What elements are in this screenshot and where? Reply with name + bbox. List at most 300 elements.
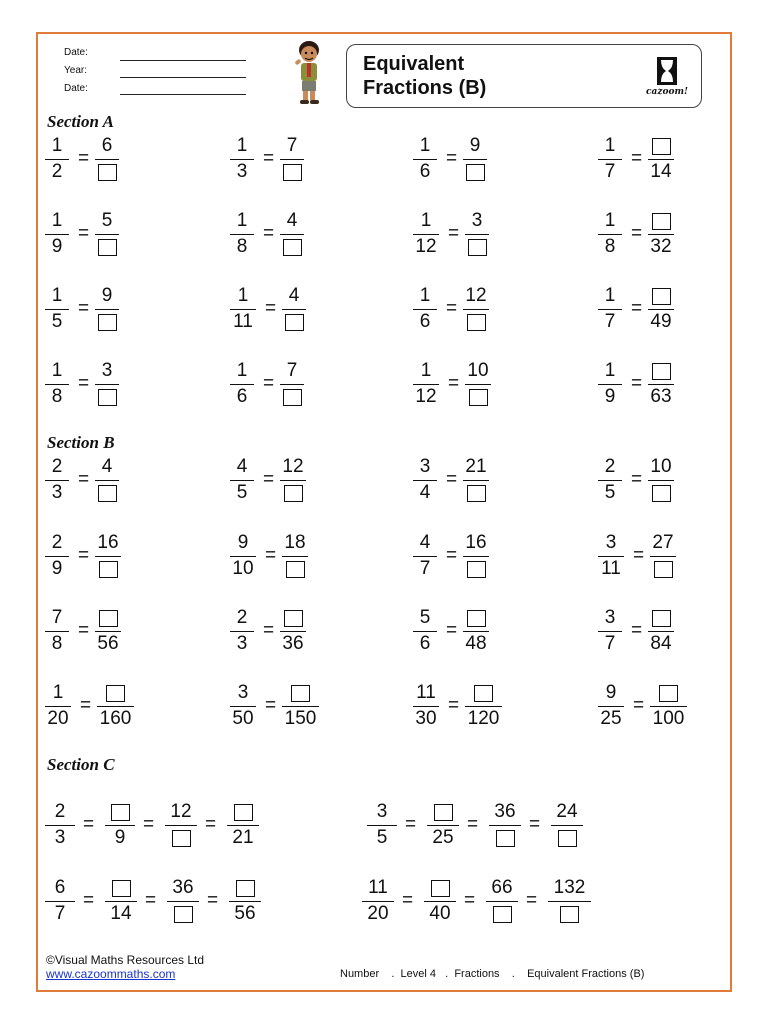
denominator: 36: [282, 633, 304, 654]
numerator: 132: [553, 877, 586, 898]
denominator: 14: [110, 903, 132, 924]
equals-sign: =: [83, 890, 95, 911]
given-fraction: [230, 607, 254, 671]
equivalent-fraction: [465, 682, 502, 746]
blank-answer-box[interactable]: [112, 880, 131, 897]
equals-sign: =: [446, 545, 458, 566]
given-fraction: [45, 607, 69, 671]
fraction-bar: [413, 159, 437, 160]
blank-answer-box[interactable]: [234, 804, 253, 821]
equals-sign: =: [145, 890, 157, 911]
equivalent-fraction: [648, 285, 674, 349]
blank-answer-box[interactable]: [98, 389, 117, 406]
numerator: 2: [51, 456, 63, 477]
numerator: 3: [237, 682, 249, 703]
denominator: 12: [415, 386, 437, 407]
blank-answer-box[interactable]: [652, 138, 671, 155]
fraction-bar: [280, 480, 306, 481]
numerator: 24: [556, 801, 578, 822]
section-b-title: Section B: [47, 433, 115, 452]
equals-sign: =: [78, 469, 90, 490]
blank-answer-box[interactable]: [106, 685, 125, 702]
fraction-bar: [413, 706, 439, 707]
denominator: 3: [51, 482, 63, 503]
equals-sign: =: [448, 695, 460, 716]
equals-sign: =: [80, 695, 92, 716]
fraction-bar: [413, 556, 437, 557]
denominator: 7: [604, 633, 616, 654]
given-fraction: [598, 607, 622, 671]
given-fraction: [45, 456, 69, 520]
denominator: 48: [465, 633, 487, 654]
blank-answer-box[interactable]: [467, 561, 486, 578]
section-c-title: Section C: [47, 755, 115, 774]
fraction-bar: [463, 309, 489, 310]
answer-box-denominator[interactable]: [165, 827, 197, 849]
fraction-bar: [648, 631, 674, 632]
fraction-bar: [45, 384, 69, 385]
numerator: 11: [416, 682, 436, 703]
given-fraction: [598, 682, 624, 746]
answer-box-numerator[interactable]: [282, 682, 319, 704]
blank-answer-box[interactable]: [558, 830, 577, 847]
blank-answer-box[interactable]: [467, 485, 486, 502]
numerator: 2: [236, 607, 248, 628]
answer-box-numerator[interactable]: [465, 682, 502, 704]
numerator: 1: [236, 135, 248, 156]
answer-box-denominator[interactable]: [489, 827, 521, 849]
blank-answer-box[interactable]: [654, 561, 673, 578]
answer-box-numerator[interactable]: [427, 801, 459, 823]
numerator: 7: [286, 135, 298, 156]
denominator: 5: [236, 482, 248, 503]
fraction-bar: [598, 159, 622, 160]
blank-answer-box[interactable]: [283, 164, 302, 181]
given-fraction: [45, 210, 69, 274]
fraction-bar: [95, 159, 119, 160]
fraction-bar: [45, 631, 69, 632]
answer-box-denominator[interactable]: [463, 482, 489, 504]
numerator: 5: [101, 210, 113, 231]
answer-box-denominator[interactable]: [280, 386, 304, 408]
logo-text: cazoom!: [646, 87, 688, 97]
given-fraction: [45, 135, 69, 199]
blank-answer-box[interactable]: [284, 610, 303, 627]
website-link[interactable]: www.cazoommaths.com: [46, 967, 176, 981]
fraction-bar: [650, 556, 676, 557]
equivalent-fraction: [280, 360, 304, 424]
blank-answer-box[interactable]: [434, 804, 453, 821]
equivalent-fraction: [648, 135, 674, 199]
fraction-bar: [280, 159, 304, 160]
equals-sign: =: [631, 469, 643, 490]
fraction-bar: [362, 901, 394, 902]
denominator: 11: [601, 558, 621, 579]
answer-box-numerator[interactable]: [648, 607, 674, 629]
numerator: 6: [54, 877, 66, 898]
blank-answer-box[interactable]: [652, 288, 671, 305]
numerator: 9: [469, 135, 481, 156]
answer-box-numerator[interactable]: [227, 801, 259, 823]
blank-answer-box[interactable]: [493, 906, 512, 923]
given-fraction: [45, 682, 71, 746]
answer-box-denominator[interactable]: [95, 311, 119, 333]
fraction-bar: [648, 234, 674, 235]
fraction-bar: [230, 556, 256, 557]
blank-answer-box[interactable]: [111, 804, 130, 821]
denominator: 21: [232, 827, 254, 848]
equals-sign: =: [265, 298, 277, 319]
answer-box-denominator[interactable]: [463, 558, 489, 580]
numerator: 4: [288, 285, 300, 306]
equals-sign: =: [402, 890, 414, 911]
numerator: 12: [465, 285, 487, 306]
equals-sign: =: [448, 223, 460, 244]
denominator: 120: [467, 708, 500, 729]
blank-answer-box[interactable]: [659, 685, 678, 702]
fraction-bar: [413, 309, 437, 310]
numerator: 36: [494, 801, 516, 822]
date-label: Date:: [64, 47, 88, 58]
equivalent-fraction: [282, 682, 319, 746]
numerator: 1: [419, 285, 431, 306]
equals-sign: =: [263, 223, 275, 244]
equivalent-fraction: [282, 532, 308, 596]
answer-box-numerator[interactable]: [648, 135, 674, 157]
fraction-bar: [648, 309, 674, 310]
answer-box-denominator[interactable]: [95, 161, 119, 183]
numerator: 3: [376, 801, 388, 822]
blank-answer-box[interactable]: [174, 906, 193, 923]
fraction-bar: [465, 706, 502, 707]
equivalent-fraction: [95, 285, 119, 349]
denominator: 10: [232, 558, 254, 579]
numerator: 4: [101, 456, 113, 477]
fraction-bar: [598, 234, 622, 235]
fraction-bar: [413, 384, 439, 385]
denominator: 49: [650, 311, 672, 332]
fraction-bar: [105, 901, 137, 902]
denominator: 3: [54, 827, 66, 848]
answer-box-numerator[interactable]: [105, 801, 135, 823]
numerator: 10: [650, 456, 672, 477]
equivalent-fraction: [280, 456, 306, 520]
fraction-bar: [648, 480, 674, 481]
answer-box-denominator[interactable]: [280, 161, 304, 183]
given-fraction: [230, 456, 254, 520]
denominator: 20: [367, 903, 389, 924]
fraction-bar: [229, 901, 261, 902]
blank-answer-box[interactable]: [98, 314, 117, 331]
denominator: 7: [54, 903, 66, 924]
numerator: 1: [52, 682, 64, 703]
fraction-bar: [282, 309, 306, 310]
equals-sign: =: [263, 469, 275, 490]
denominator: 6: [236, 386, 248, 407]
answer-box-numerator[interactable]: [648, 360, 674, 382]
equals-sign: =: [265, 695, 277, 716]
year-label: Year:: [64, 65, 87, 76]
denominator: 63: [650, 386, 672, 407]
equals-sign: =: [405, 814, 417, 835]
given-fraction: [413, 456, 437, 520]
denominator: 100: [652, 708, 685, 729]
answer-box-denominator[interactable]: [548, 903, 591, 925]
blank-answer-box[interactable]: [652, 363, 671, 380]
topic-breadcrumb: Number . Level 4 . Fractions . Equivalent Fractions (B): [340, 968, 645, 980]
blank-answer-box[interactable]: [468, 239, 487, 256]
fraction-bar: [167, 901, 199, 902]
answer-box-numerator[interactable]: [229, 877, 261, 899]
numerator: 12: [170, 801, 192, 822]
equivalent-fraction: [648, 360, 674, 424]
fraction-bar: [551, 825, 583, 826]
answer-box-denominator[interactable]: [551, 827, 583, 849]
numerator: 5: [419, 607, 431, 628]
equals-sign: =: [631, 223, 643, 244]
blank-answer-box[interactable]: [560, 906, 579, 923]
numerator: 21: [465, 456, 487, 477]
numerator: 10: [467, 360, 489, 381]
fraction-bar: [230, 480, 254, 481]
blank-answer-box[interactable]: [467, 314, 486, 331]
denominator: 14: [650, 161, 672, 182]
blank-answer-box[interactable]: [285, 314, 304, 331]
equals-sign: =: [631, 148, 643, 169]
equivalent-fraction: [280, 135, 304, 199]
blank-answer-box[interactable]: [283, 239, 302, 256]
numerator: 16: [97, 532, 119, 553]
denominator: 9: [114, 827, 126, 848]
date-line-2: [120, 94, 246, 95]
answer-box-numerator[interactable]: [97, 682, 134, 704]
fraction-bar: [165, 825, 197, 826]
equals-sign: =: [265, 545, 277, 566]
given-fraction: [413, 607, 437, 671]
fraction-bar: [227, 825, 259, 826]
equals-sign: =: [633, 695, 645, 716]
equals-sign: =: [526, 890, 538, 911]
equals-sign: =: [446, 620, 458, 641]
fraction-bar: [650, 706, 687, 707]
equivalent-fraction: [165, 801, 197, 865]
denominator: 7: [604, 161, 616, 182]
numerator: 7: [51, 607, 63, 628]
answer-box-numerator[interactable]: [105, 877, 137, 899]
equivalent-fraction: [427, 801, 459, 865]
numerator: 2: [54, 801, 66, 822]
blank-answer-box[interactable]: [291, 685, 310, 702]
equivalent-fraction: [463, 135, 487, 199]
equivalent-fraction: [489, 801, 521, 865]
date-label-2: Date:: [64, 83, 88, 94]
equals-sign: =: [446, 469, 458, 490]
fraction-bar: [598, 480, 622, 481]
equivalent-fraction: [424, 877, 456, 941]
answer-box-denominator[interactable]: [95, 386, 119, 408]
numerator: 18: [284, 532, 306, 553]
denominator: 160: [99, 708, 132, 729]
denominator: 3: [236, 161, 248, 182]
mascot-boy-icon: [287, 38, 331, 106]
numerator: 66: [491, 877, 513, 898]
blank-answer-box[interactable]: [98, 239, 117, 256]
denominator: 8: [236, 236, 248, 257]
blank-answer-box[interactable]: [474, 685, 493, 702]
fraction-bar: [413, 480, 437, 481]
answer-box-denominator[interactable]: [95, 558, 121, 580]
blank-answer-box[interactable]: [283, 389, 302, 406]
given-fraction: [45, 877, 75, 941]
equivalent-fraction: [551, 801, 583, 865]
answer-box-denominator[interactable]: [465, 386, 491, 408]
numerator: 1: [51, 210, 63, 231]
equivalent-fraction: [463, 456, 489, 520]
equals-sign: =: [83, 814, 95, 835]
blank-answer-box[interactable]: [466, 164, 485, 181]
equals-sign: =: [78, 620, 90, 641]
answer-box-denominator[interactable]: [95, 236, 119, 258]
given-fraction: [45, 532, 69, 596]
worksheet-title: Equivalent Fractions (B): [363, 53, 487, 99]
fraction-bar: [648, 159, 674, 160]
given-fraction: [362, 877, 394, 941]
fraction-bar: [280, 234, 304, 235]
equals-sign: =: [78, 223, 90, 244]
blank-answer-box[interactable]: [99, 561, 118, 578]
fraction-bar: [230, 234, 254, 235]
equivalent-fraction: [229, 877, 261, 941]
numerator: 9: [237, 532, 249, 553]
fraction-bar: [230, 631, 254, 632]
equivalent-fraction: [648, 607, 674, 671]
answer-box-numerator[interactable]: [95, 607, 121, 629]
fraction-bar: [95, 234, 119, 235]
numerator: 3: [101, 360, 113, 381]
numerator: 6: [101, 135, 113, 156]
answer-box-denominator[interactable]: [648, 482, 674, 504]
answer-box-denominator[interactable]: [282, 558, 308, 580]
blank-answer-box[interactable]: [284, 485, 303, 502]
equals-sign: =: [464, 890, 476, 911]
equivalent-fraction: [463, 285, 489, 349]
answer-box-numerator[interactable]: [648, 210, 674, 232]
given-fraction: [45, 285, 69, 349]
blank-answer-box[interactable]: [652, 213, 671, 230]
fraction-bar: [463, 556, 489, 557]
equals-sign: =: [633, 545, 645, 566]
given-fraction: [413, 210, 439, 274]
answer-box-numerator[interactable]: [424, 877, 456, 899]
denominator: 5: [51, 311, 63, 332]
equivalent-fraction: [95, 360, 119, 424]
numerator: 12: [282, 456, 304, 477]
answer-box-denominator[interactable]: [280, 236, 304, 258]
equals-sign: =: [263, 148, 275, 169]
numerator: 1: [419, 135, 431, 156]
blank-answer-box[interactable]: [98, 485, 117, 502]
answer-box-denominator[interactable]: [486, 903, 518, 925]
fraction-bar: [95, 384, 119, 385]
fraction-bar: [282, 706, 319, 707]
fraction-bar: [230, 309, 256, 310]
fraction-bar: [598, 384, 622, 385]
denominator: 5: [604, 482, 616, 503]
denominator: 50: [232, 708, 254, 729]
answer-box-denominator[interactable]: [280, 482, 306, 504]
fraction-bar: [413, 234, 439, 235]
denominator: 56: [97, 633, 119, 654]
blank-answer-box[interactable]: [431, 880, 450, 897]
answer-box-denominator[interactable]: [282, 311, 306, 333]
equivalent-fraction: [465, 360, 491, 424]
blank-answer-box[interactable]: [496, 830, 515, 847]
blank-answer-box[interactable]: [172, 830, 191, 847]
title-box: [346, 44, 702, 108]
blank-answer-box[interactable]: [652, 610, 671, 627]
denominator: 56: [234, 903, 256, 924]
numerator: 3: [604, 607, 616, 628]
equals-sign: =: [263, 373, 275, 394]
numerator: 2: [604, 456, 616, 477]
fraction-bar: [486, 901, 518, 902]
equivalent-fraction: [648, 456, 674, 520]
numerator: 1: [51, 135, 63, 156]
answer-box-denominator[interactable]: [463, 161, 487, 183]
answer-box-numerator[interactable]: [650, 682, 687, 704]
blank-answer-box[interactable]: [652, 485, 671, 502]
numerator: 27: [652, 532, 674, 553]
equals-sign: =: [207, 890, 219, 911]
numerator: 4: [286, 210, 298, 231]
answer-box-numerator[interactable]: [648, 285, 674, 307]
blank-answer-box[interactable]: [236, 880, 255, 897]
blank-answer-box[interactable]: [99, 610, 118, 627]
denominator: 12: [415, 236, 437, 257]
fraction-bar: [367, 825, 397, 826]
numerator: 1: [604, 285, 616, 306]
fraction-bar: [598, 556, 624, 557]
denominator: 20: [47, 708, 69, 729]
given-fraction: [230, 135, 254, 199]
denominator: 25: [432, 827, 454, 848]
denominator: 25: [600, 708, 622, 729]
blank-answer-box[interactable]: [286, 561, 305, 578]
denominator: 84: [650, 633, 672, 654]
fraction-bar: [280, 631, 306, 632]
equivalent-fraction: [486, 877, 518, 941]
answer-box-denominator[interactable]: [95, 482, 119, 504]
blank-answer-box[interactable]: [469, 389, 488, 406]
equivalent-fraction: [280, 607, 306, 671]
answer-box-denominator[interactable]: [167, 903, 199, 925]
answer-box-numerator[interactable]: [280, 607, 306, 629]
blank-answer-box[interactable]: [467, 610, 486, 627]
answer-box-denominator[interactable]: [465, 236, 489, 258]
equals-sign: =: [263, 620, 275, 641]
blank-answer-box[interactable]: [98, 164, 117, 181]
answer-box-numerator[interactable]: [463, 607, 489, 629]
fraction-bar: [45, 309, 69, 310]
numerator: 3: [605, 532, 617, 553]
equivalent-fraction: [95, 532, 121, 596]
fraction-bar: [282, 556, 308, 557]
numerator: 9: [605, 682, 617, 703]
answer-box-denominator[interactable]: [463, 311, 489, 333]
date-line: [120, 60, 246, 61]
denominator: 32: [650, 236, 672, 257]
answer-box-denominator[interactable]: [650, 558, 676, 580]
